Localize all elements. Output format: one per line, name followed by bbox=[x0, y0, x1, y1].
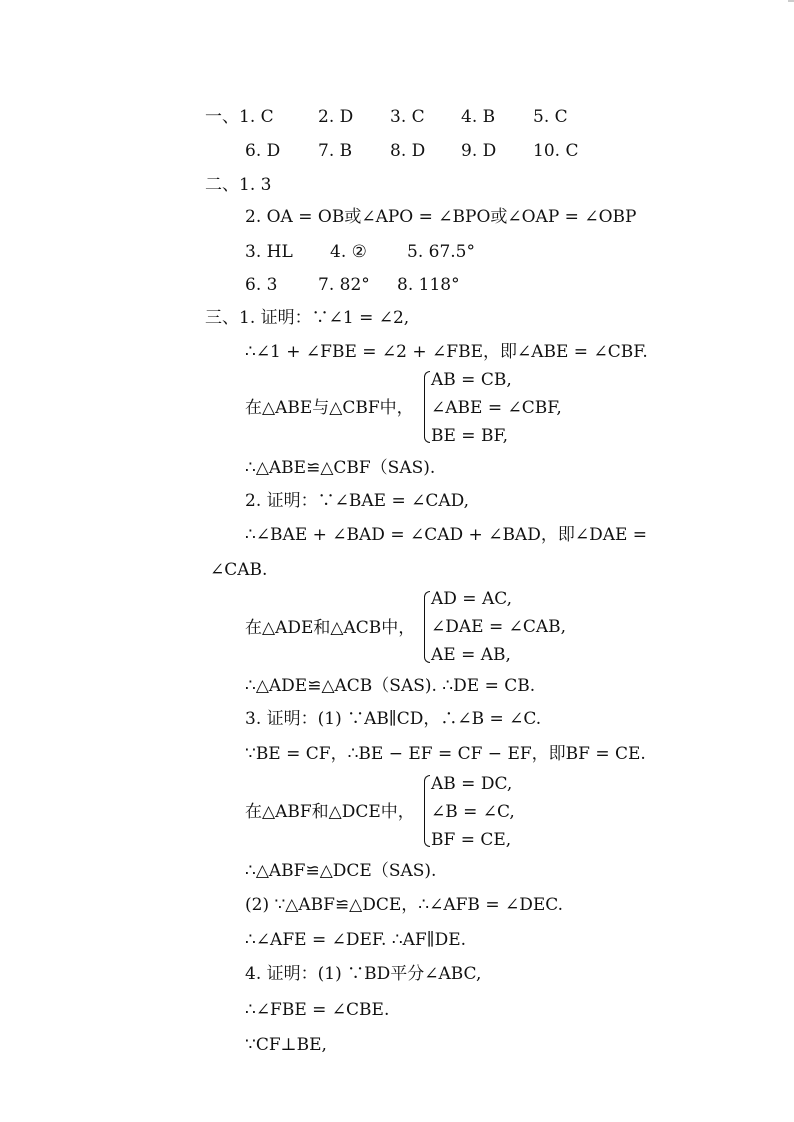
brace bbox=[424, 591, 430, 663]
brace-line: AB = CB, bbox=[431, 370, 512, 390]
answer-item: 6. D bbox=[245, 141, 281, 161]
brace-line: ∠DAE = ∠CAB, bbox=[431, 617, 567, 637]
answer-item: 6. 3 bbox=[245, 275, 278, 295]
brace-line: ∠B = ∠C, bbox=[431, 802, 515, 822]
proof-line: ∴△ABE≌△CBF（SAS). bbox=[245, 458, 436, 478]
proof-line: ∵CF⊥BE, bbox=[245, 1035, 327, 1055]
proof-line: ∴△ABF≌△DCE（SAS). bbox=[245, 861, 437, 881]
proof-line: ∠CAB. bbox=[210, 560, 268, 580]
proof-line: ∴∠BAE + ∠BAD = ∠CAD + ∠BAD，即∠DAE = bbox=[245, 525, 648, 545]
page-corner-mark bbox=[788, 0, 794, 2]
brace bbox=[424, 775, 430, 847]
brace-line: BE = BF, bbox=[431, 426, 508, 446]
proof-line: ∵BE = CF，∴BE − EF = CF − EF，即BF = CE. bbox=[245, 744, 646, 764]
brace bbox=[424, 371, 430, 443]
answer-item: 9. D bbox=[461, 141, 497, 161]
answer-item: 8. D bbox=[390, 141, 426, 161]
answer-item: 4. B bbox=[461, 107, 496, 127]
proof-line: 在△ABE与△CBF中， bbox=[245, 398, 414, 418]
proof-line: 2. 证明：∵∠BAE = ∠CAD, bbox=[245, 491, 470, 511]
proof-line: 3. 证明：(1) ∵AB∥CD，∴∠B = ∠C. bbox=[245, 709, 542, 729]
answer-item: 7. 82° bbox=[318, 275, 370, 295]
section-1-prefix: 一、1. C bbox=[205, 107, 274, 127]
brace-line: AB = DC, bbox=[431, 774, 513, 794]
proof-line: 在△ABF和△DCE中， bbox=[245, 802, 415, 822]
proof-line: 在△ADE和△ACB中， bbox=[245, 618, 416, 638]
answer-item: 3. C bbox=[390, 107, 425, 127]
proof-line: ∴∠1 + ∠FBE = ∠2 + ∠FBE，即∠ABE = ∠CBF. bbox=[245, 342, 648, 362]
brace-line: ∠ABE = ∠CBF, bbox=[431, 398, 562, 418]
brace-line: AD = AC, bbox=[431, 589, 513, 609]
proof-line: ∴∠AFE = ∠DEF. ∴AF∥DE. bbox=[245, 930, 467, 950]
answer-item: 10. C bbox=[533, 141, 579, 161]
answer-item: 3. HL bbox=[245, 242, 293, 262]
answer-line: 2. OA = OB或∠APO = ∠BPO或∠OAP = ∠OBP bbox=[245, 207, 637, 227]
proof-line: (2) ∵△ABF≌△DCE，∴∠AFB = ∠DEC. bbox=[245, 895, 564, 915]
brace-line: BF = CE, bbox=[431, 830, 512, 850]
proof-line: ∴△ADE≌△ACB（SAS). ∴DE = CB. bbox=[245, 676, 536, 696]
proof-line: ∴∠FBE = ∠CBE. bbox=[245, 1000, 390, 1020]
answer-item: 4. ② bbox=[330, 242, 367, 262]
answer-item: 8. 118° bbox=[397, 275, 460, 295]
brace-line: AE = AB, bbox=[431, 645, 511, 665]
answer-item: 5. C bbox=[533, 107, 568, 127]
answer-item: 5. 67.5° bbox=[407, 242, 475, 262]
proof-line: 4. 证明：(1) ∵BD平分∠ABC, bbox=[245, 964, 482, 984]
answer-item: 7. B bbox=[318, 141, 353, 161]
answer-item: 2. D bbox=[318, 107, 354, 127]
section-3-line: 三、1. 证明：∵∠1 = ∠2, bbox=[205, 308, 410, 328]
section-2-line: 二、1. 3 bbox=[205, 175, 272, 195]
